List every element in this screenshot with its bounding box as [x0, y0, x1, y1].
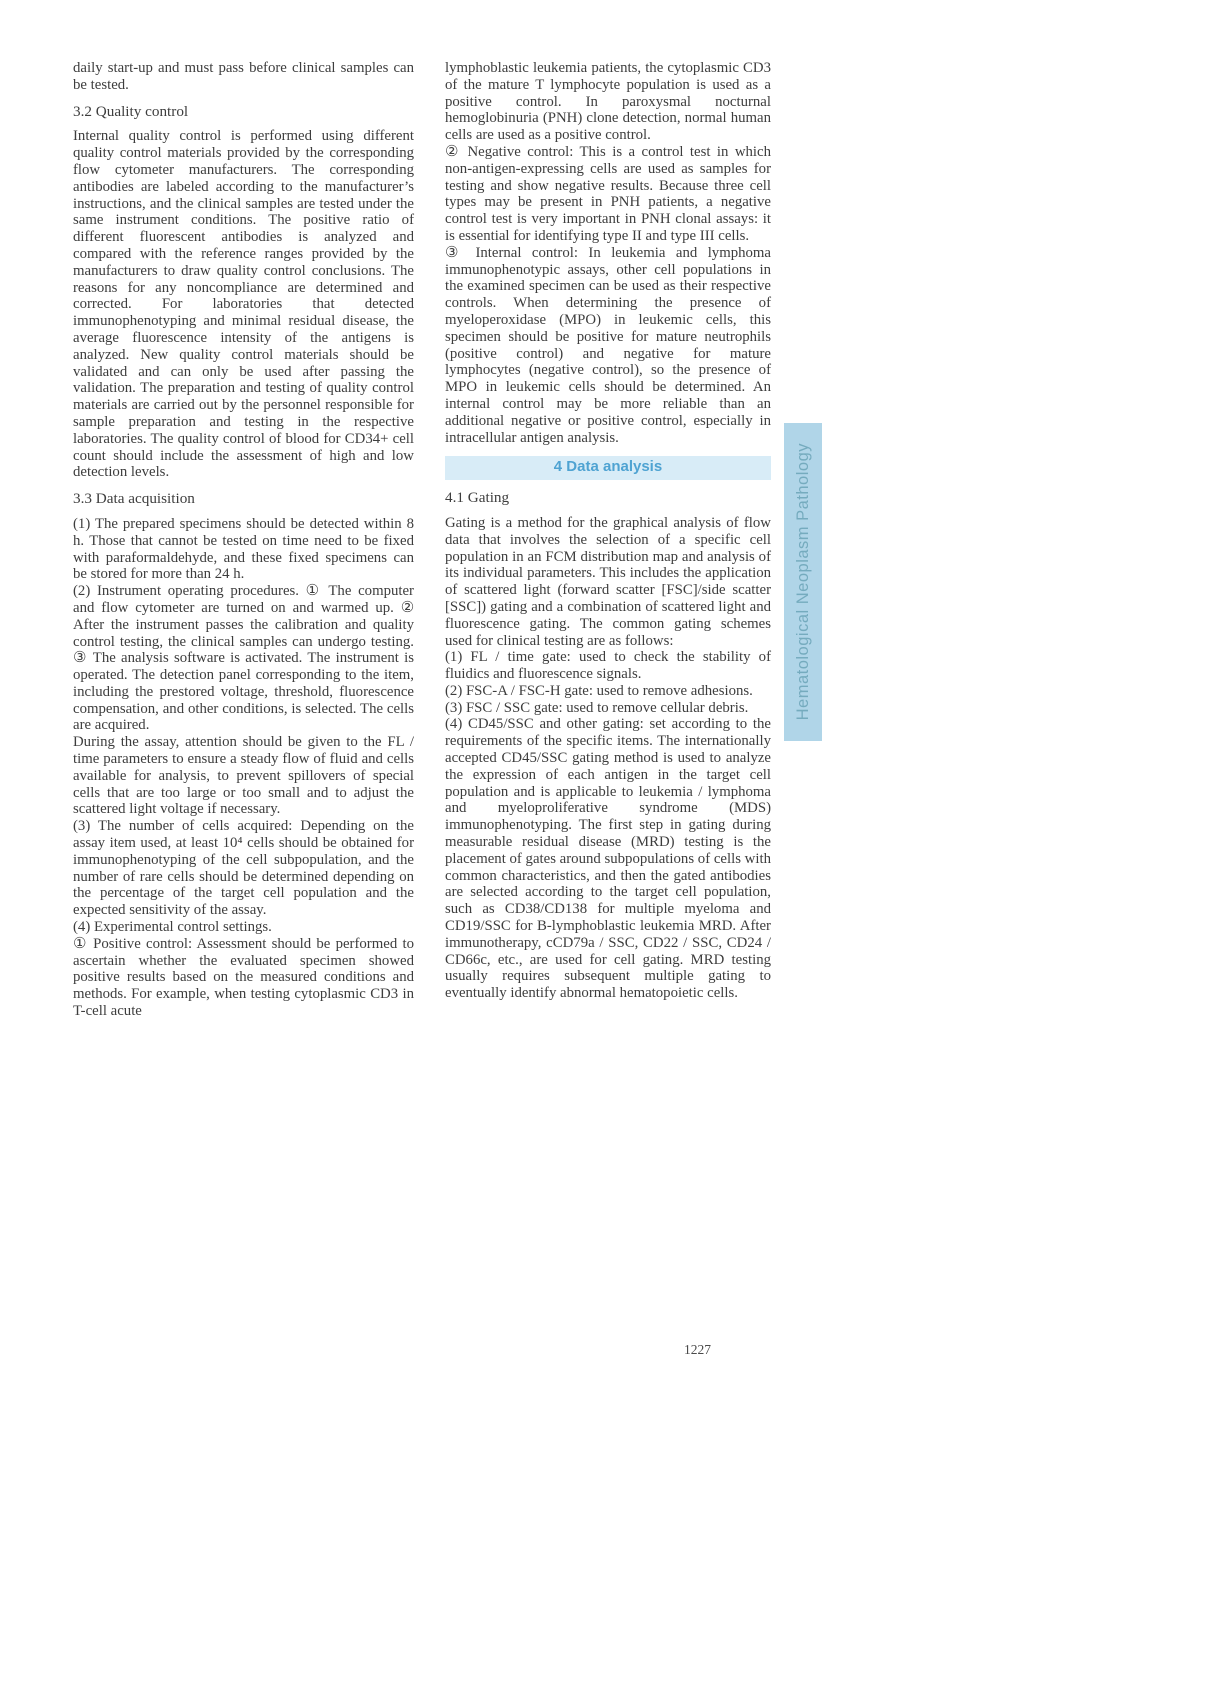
- chapter-tab: [784, 423, 822, 741]
- paragraph: (1) FL / time gate: used to check the stability of fluidics and fluorescence signals.: [445, 649, 771, 683]
- paragraph: Gating is a method for the graphical analysis of flow data that involves the selection of a specific cell population in an FCM distribution map and analysis of its individual parameters. This includes the application of scattered light (forward scatter [FSC]/side scatter [SSC]) gating and a combination of scattered light and fluorescence gating. The common gating schemes used for clinical testing are as follows:: [445, 514, 771, 649]
- page-number: 1227: [684, 1342, 711, 1357]
- paragraph: (3) The number of cells acquired: Depending on the assay item used, at least 10⁴ cells should be obtained for immunophenotyping of the cell subpopulation, and the number of rare cells should be determined depending on the percentage of the target cell population and the expected sensitivity of the assay.: [73, 818, 414, 919]
- paragraph: (4) Experimental control settings.: [73, 919, 272, 936]
- paragraph: ① Positive control: Assessment should be performed to ascertain whether the evaluated specimen showed positive results based on the measured conditions and methods. For example, when testing cytoplasmic CD3 in T-cell acute: [73, 935, 414, 1020]
- paragraph: (3) FSC / SSC gate: used to remove cellular debris.: [445, 699, 749, 716]
- paragraph: (1) The prepared specimens should be detected within 8 h. Those that cannot be tested on time need to be fixed with paraformaldehyde, and these fixed specimens can be stored for more than 24 h.: [73, 515, 414, 583]
- paragraph: ③ Internal control: In leukemia and lymphoma immunophenotypic assays, other cell populations in the examined specimen can be used as their respective controls. When determining the presence of myeloperoxidase (MPO) in leukemic cells, this specimen should be positive for mature neutrophils (positive control) and negative for mature lymphocytes (negative control), so the presence of MPO in leukemic cells should be determined. An internal control may be more reliable than an additional negative or positive control, especially in intracellular antigen analysis.: [445, 244, 771, 446]
- paragraph: (2) FSC-A / FSC-H gate: used to remove adhesions.: [445, 682, 753, 699]
- paragraph: During the assay, attention should be given to the FL / time parameters to ensure a steady flow of fluid and cells available for analysis, to prevent spillovers of special cells that are too large or too small and to adjust the scattered light voltage if necessary.: [73, 734, 414, 818]
- paragraph: lymphoblastic leukemia patients, the cytoplasmic CD3 of the mature T lymphocyte population is used as a positive control. In paroxysmal nocturnal hemoglobinuria (PNH) clone detection, normal human cells are used as a positive control.: [445, 60, 771, 144]
- left-text-column: [73, 60, 414, 1020]
- paragraph: ② Negative control: This is a control test in which non-antigen-expressing cells are used as samples for testing and show negative results. Because three cell types may be present in PNH patients, a negative control test is very important in PNH clonal assays: it is essential for identifying type II and type III cells.: [445, 143, 771, 244]
- paragraph: Internal quality control is performed using different quality control materials provided by the corresponding flow cytometer manufacturers. The corresponding antibodies are labeled according to the manufacturer’s instructions, and the clinical samples are tested under the same instrument conditions. The positive ratio of different fluorescent antibodies is analyzed and compared with the reference ranges provided by the manufacturers to draw quality control conclusions. The reasons for any noncompliance are determined and corrected. For laboratories that detected immunophenotyping and minimal residual disease, the average fluorescence intensity of the antigens is analyzed. New quality control materials should be validated and can only be used after passing the validation. The preparation and testing of quality control materials are carried out by the personnel responsible for sample preparation and testing in the respective laboratories. The quality control of blood for CD34+ cell count should include the assessment of high and low detection levels.: [73, 128, 414, 481]
- subsection-heading: 3.3 Data acquisition: [73, 490, 195, 508]
- subsection-heading: 4.1 Gating: [445, 489, 510, 507]
- section-header: 4 Data analysis: [445, 456, 771, 480]
- paragraph: daily start-up and must pass before clinical samples can be tested.: [73, 60, 414, 93]
- right-text-column: [445, 60, 771, 1002]
- chapter-tab-label: Hematological Neoplasm Pathology: [793, 443, 812, 721]
- paragraph: (2) Instrument operating procedures. ① The computer and flow cytometer are turned on and warmed up. ② After the instrument passes the calibration and quality control testing, the clinical samples can undergo testing. ③ The analysis software is activated. The instrument is operated. The detection panel corresponding to the item, including the prestored voltage, threshold, fluorescence compensation, and other conditions, is selected. The cells are acquired.: [73, 583, 414, 734]
- paragraph: (4) CD45/SSC and other gating: set according to the requirements of the specific items. The internationally accepted CD45/SSC gating method is used to analyze the expression of each antigen in the target cell population and is applicable to leukemia / lymphoma and myeloproliferative syndrome (MDS) immunophenotyping. The first step in gating during measurable residual disease (MRD) testing is the placement of gates around subpopulations of cells with common characteristics, and then the gated antibodies are selected according to the target cell population, such as CD38/CD138 for multiple myeloma and CD19/SSC for B-lymphoblastic leukemia MRD. After immunotherapy, cCD79a / SSC, CD22 / SSC, CD24 / CD66c, etc., are used for cell gating. MRD testing usually requires subsequent multiple gating to eventually identify abnormal hematopoietic cells.: [445, 716, 771, 1002]
- subsection-heading: 3.2 Quality control: [73, 102, 189, 120]
